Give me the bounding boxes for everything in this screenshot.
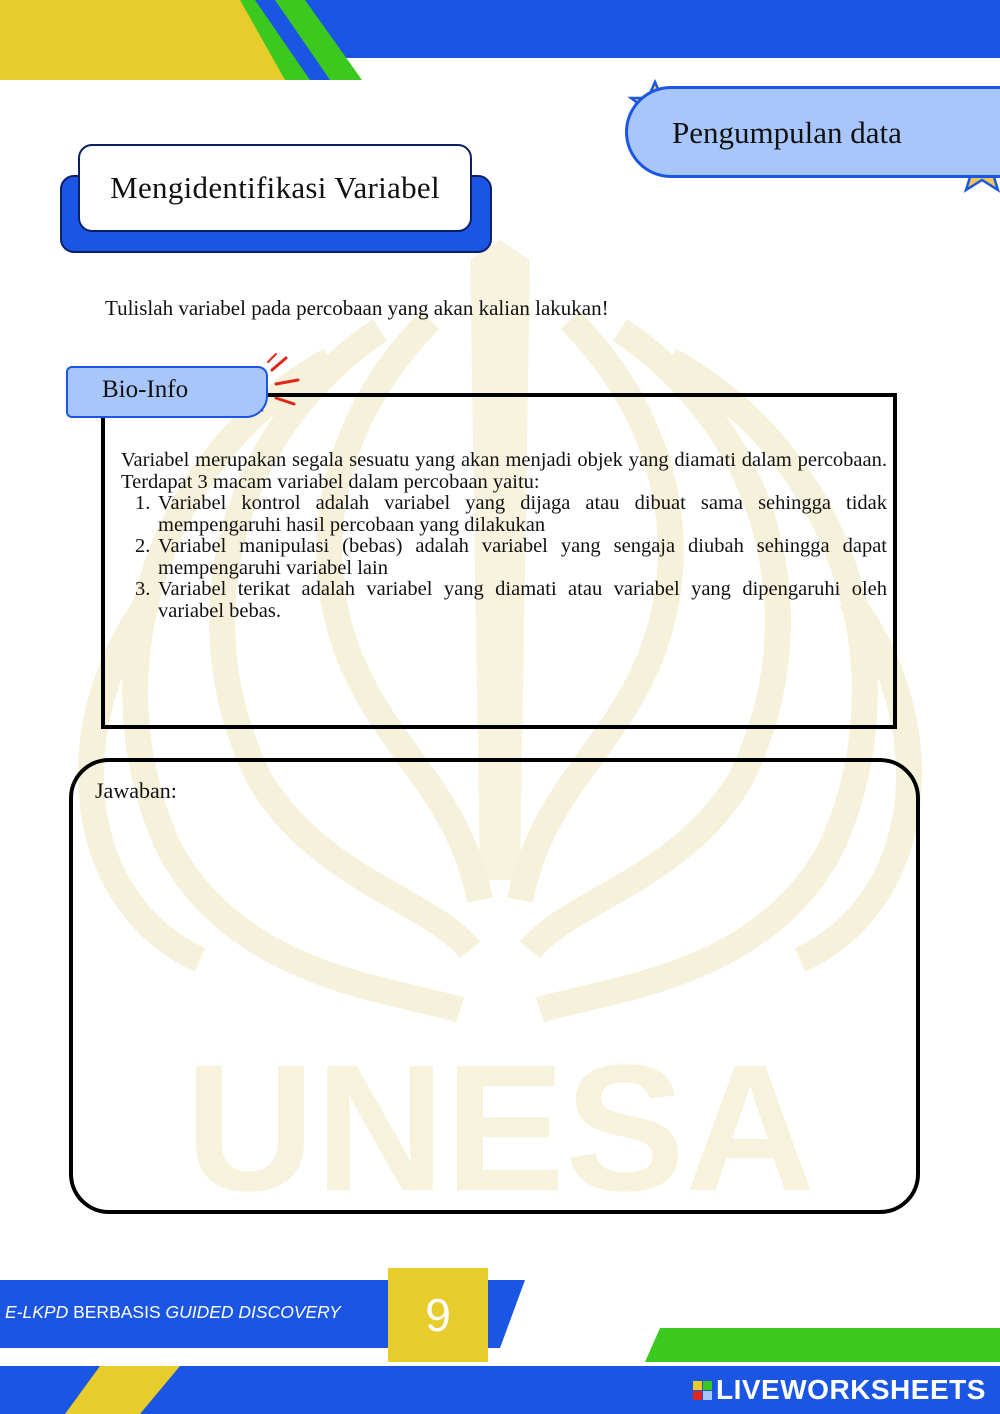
list-text: Variabel manipulasi (bebas) adalah variabel yang sengaja diubah sehingga dapat mempengaruhi variabel lain: [158, 535, 887, 579]
list-number: 3.: [135, 578, 151, 600]
section-label: Pengumpulan data: [672, 115, 902, 150]
liveworksheets-logo-icon: [693, 1381, 712, 1400]
bottom-green-stripe: [645, 1328, 1000, 1362]
instruction-text: Tulislah variabel pada percobaan yang akan kalian lakukan!: [105, 296, 609, 320]
liveworksheets-brand[interactable]: [693, 1373, 986, 1407]
watermark-text: UNESA: [184, 1028, 816, 1229]
list-text: Variabel terikat adalah variabel yang diamati atau variabel yang dipengaruhi oleh variabel bebas.: [158, 578, 887, 622]
footer-text-part2: BERBASIS: [68, 1302, 166, 1322]
top-yellow-stripe: [0, 0, 285, 80]
list-number: 2.: [135, 535, 151, 557]
footer-text-part3: GUIDED DISCOVERY: [165, 1302, 341, 1322]
footer-text: [5, 1302, 341, 1323]
list-item: [121, 493, 887, 536]
page-number: 9: [425, 1289, 451, 1341]
list-item: [121, 579, 887, 622]
list-number: 1.: [135, 492, 151, 514]
page-title: Mengidentifikasi Variabel: [78, 144, 472, 232]
bio-info-content: [121, 450, 887, 622]
footer-text-part1: E-LKPD: [5, 1302, 69, 1322]
bio-info-tag-label: Bio-Info: [102, 376, 189, 403]
variable-list: [121, 493, 887, 622]
list-item: [121, 536, 887, 579]
answer-label: Jawaban:: [95, 778, 177, 803]
bio-info-intro: Variabel merupakan segala sesuatu yang akan menjadi objek yang diamati dalam percobaan. Terdapat 3 macam variabel dalam percobaan yaitu:: [121, 449, 887, 493]
liveworksheets-brand-text: LIVEWORKSHEETS: [716, 1374, 986, 1405]
list-text: Variabel kontrol adalah variabel yang dijaga atau dibuat sama sehingga tidak mempengaruhi hasil percobaan yang dilakukan: [158, 492, 887, 536]
top-blue-bar: [300, 0, 1000, 58]
answer-box[interactable]: [69, 758, 920, 1214]
